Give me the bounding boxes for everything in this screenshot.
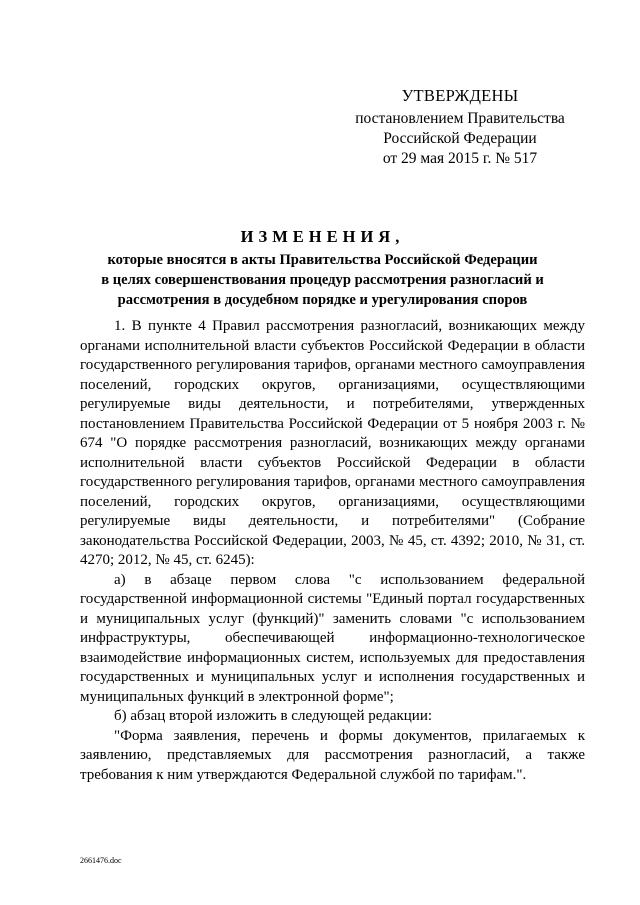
document-body [80, 317, 585, 785]
paragraph-quoted-text: "Форма заявления, перечень и формы документов, прилагаемых к заявлению, представляемых для рассмотрения разногласий, а также требования к ним утверждаются Федеральной службой по тарифам.". [80, 727, 585, 783]
document-title: ИЗМЕНЕНИЯ, [240, 227, 405, 246]
approval-line-1: постановлением Правительства [355, 110, 565, 127]
subtitle-line-2: в целях совершенствования процедур рассмотрения разногласий и [101, 272, 544, 288]
approval-heading: УТВЕРЖДЕНЫ [401, 86, 519, 105]
document-subtitle [60, 250, 585, 310]
approval-block [340, 86, 580, 169]
paragraph-subitem-a: а) в абзаце первом слова "с использованием федеральной государственной информационной системы "Единый портал государственных и муниципальных услуг (функций)" заменить словами "с использованием инфраструктуры, обеспечивающей информационно-технологическое взаимодействие информационных систем, используемых для предоставления государственных и муниципальных услуг и исполнения государственных и муниципальных функций в электронной форме"; [80, 571, 585, 705]
approval-line-2: Российской Федерации [383, 130, 537, 147]
document-file-code: 2661476.doc [80, 856, 122, 865]
approval-line-3: от 29 мая 2015 г. № 517 [382, 150, 538, 167]
paragraph-item-1: 1. В пункте 4 Правил рассмотрения разногласий, возникающих между органами исполнительной власти субъектов Российской Федерации в области государственного регулирования тарифов, органами местного самоуправления поселений, городских округов, организациями, осуществляющими регулируемые виды деятельности, и потребителями, утвержденных постановлением Правительства Российской Федерации от 5 ноября 2003 г. № 674 "О порядке рассмотрения разногласий, возникающих между органами исполнительной власти субъектов Российской Федерации в области государственного регулирования тарифов, органами местного самоуправления поселений, городских округов, организациями, осуществляющими регулируемые виды деятельности, и потребителями" (Собрание законодательства Российской Федерации, 2003, № 45, ст. 4392; 2010, № 31, ст. 4270; 2012, № 45, ст. 6245): [80, 318, 585, 568]
subtitle-line-1: которые вносятся в акты Правительства Российской Федерации [107, 252, 538, 268]
paragraph-subitem-b: б) абзац второй изложить в следующей редакции: [114, 708, 433, 724]
subtitle-line-3: рассмотрения в досудебном порядке и урегулирования споров [117, 292, 528, 308]
